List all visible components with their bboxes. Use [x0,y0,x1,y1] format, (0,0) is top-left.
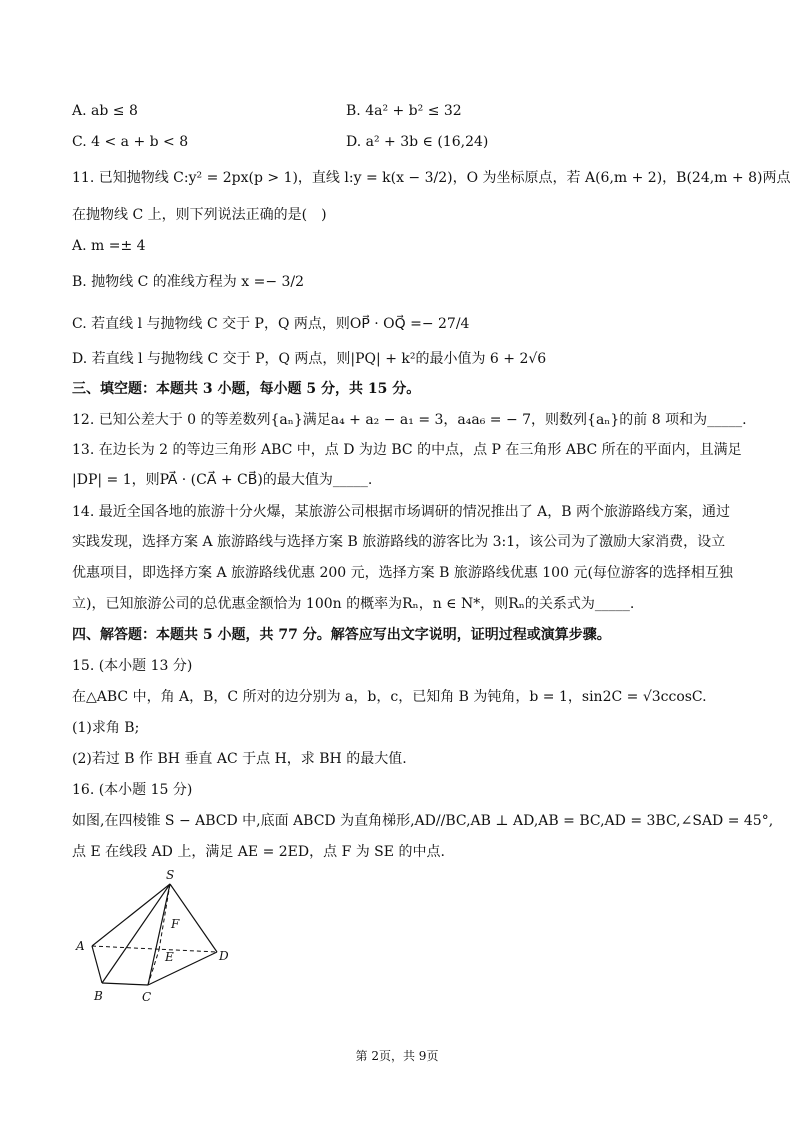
label-s: S [166,868,175,882]
edge-ad-dashed [92,946,217,952]
label-c: C [142,990,152,1004]
q14-line2: 实践发现，选择方案 A 旅游路线与选择方案 B 旅游路线的游客比为 3:1，该公司为了激励大家消费，设立 [72,534,726,550]
q13-line2: |DP| = 1，则PA⃗ · (CA⃗ + CB⃗)的最大值为_____. [72,472,373,488]
label-b: B [94,989,103,1003]
q13-line1: 13. 在边长为 2 的等边三角形 ABC 中，点 D 为边 BC 的中点，点 P 在三角形 ABC 所在的平面内，且满足 [72,442,742,458]
q14-line3: 优惠项目，即选择方案 A 旅游路线优惠 200 元，选择方案 B 旅游路线优惠 100 元(每位游客的选择相互独 [72,565,733,581]
q15-stem: 在△ABC 中，角 A，B，C 所对的边分别为 a，b，c，已知角 B 为钝角，b = 1，sin2C = √3ccosC. [72,689,707,705]
q11-option-d: D. 若直线 l 与抛物线 C 交于 P，Q 两点，则|PQ| + k²的最小值为 6 + 2√6 [72,351,547,367]
section-4-heading: 四、解答题：本题共 5 小题，共 77 分。解答应写出文字说明，证明过程或演算步骤。 [72,627,611,643]
q16-line2: 点 E 在线段 AD 上，满足 AE = 2ED，点 F 为 SE 的中点. [72,844,445,860]
pyramid-figure [72,866,242,1006]
label-a: A [76,939,85,953]
q15-part2: (2)若过 B 作 BH 垂直 AC 于点 H，求 BH 的最大值. [72,751,407,767]
q11-stem-line1: 11. 已知抛物线 C:y² = 2px(p > 1)，直线 l:y = k(x − 3/2)，O 为坐标原点，若 A(6,m + 2)，B(24,m + 8)两点 [72,170,791,186]
q10-option-c: C. 4 < a + b < 8 [72,134,189,150]
edge-bc [102,983,148,985]
q11-stem-line2: 在抛物线 C 上，则下列说法正确的是( ) [72,207,327,223]
q16-header: 16. (本小题 15 分) [72,782,193,798]
q10-option-d: D. a² + 3b ∈ (16,24) [346,134,489,150]
edge-cd [148,952,217,985]
edge-ab [92,946,102,983]
label-d: D [219,949,229,963]
edge-se-dashed [159,884,170,950]
q10-option-b: B. 4a² + b² ≤ 32 [346,103,462,119]
label-e: E [165,950,174,964]
q12-text: 12. 已知公差大于 0 的等差数列{aₙ}满足a₄ + a₂ − a₁ = 3，a₄a₆ = − 7，则数列{aₙ}的前 8 项和为_____. [72,412,747,428]
q10-option-a: A. ab ≤ 8 [72,103,138,119]
q14-line4: 立)，已知旅游公司的总优惠金额恰为 100n 的概率为Rₙ，n ∈ N*，则Rₙ的关系式为_____. [72,596,635,612]
page-footer: 第 2页，共 9页 [355,1049,439,1063]
q11-option-a: A. m =± 4 [72,238,146,254]
q16-line1: 如图,在四棱锥 S − ABCD 中,底面 ABCD 为直角梯形,AD//BC,AB ⊥ AD,AB = BC,AD = 3BC,∠SAD = 45°, [72,813,774,829]
q15-part1: (1)求角 B; [72,720,140,736]
label-f: F [171,917,180,931]
q15-header: 15. (本小题 13 分) [72,658,193,674]
section-3-heading: 三、填空题：本题共 3 小题，每小题 5 分，共 15 分。 [72,381,421,397]
q14-line1: 14. 最近全国各地的旅游十分火爆，某旅游公司根据市场调研的情况推出了 A，B 两个旅游路线方案，通过 [72,504,731,520]
q11-option-c: C. 若直线 l 与抛物线 C 交于 P，Q 两点，则OP⃗ · OQ⃗ =− 27/4 [72,316,470,332]
q11-option-b: B. 抛物线 C 的准线方程为 x =− 3/2 [72,274,305,290]
